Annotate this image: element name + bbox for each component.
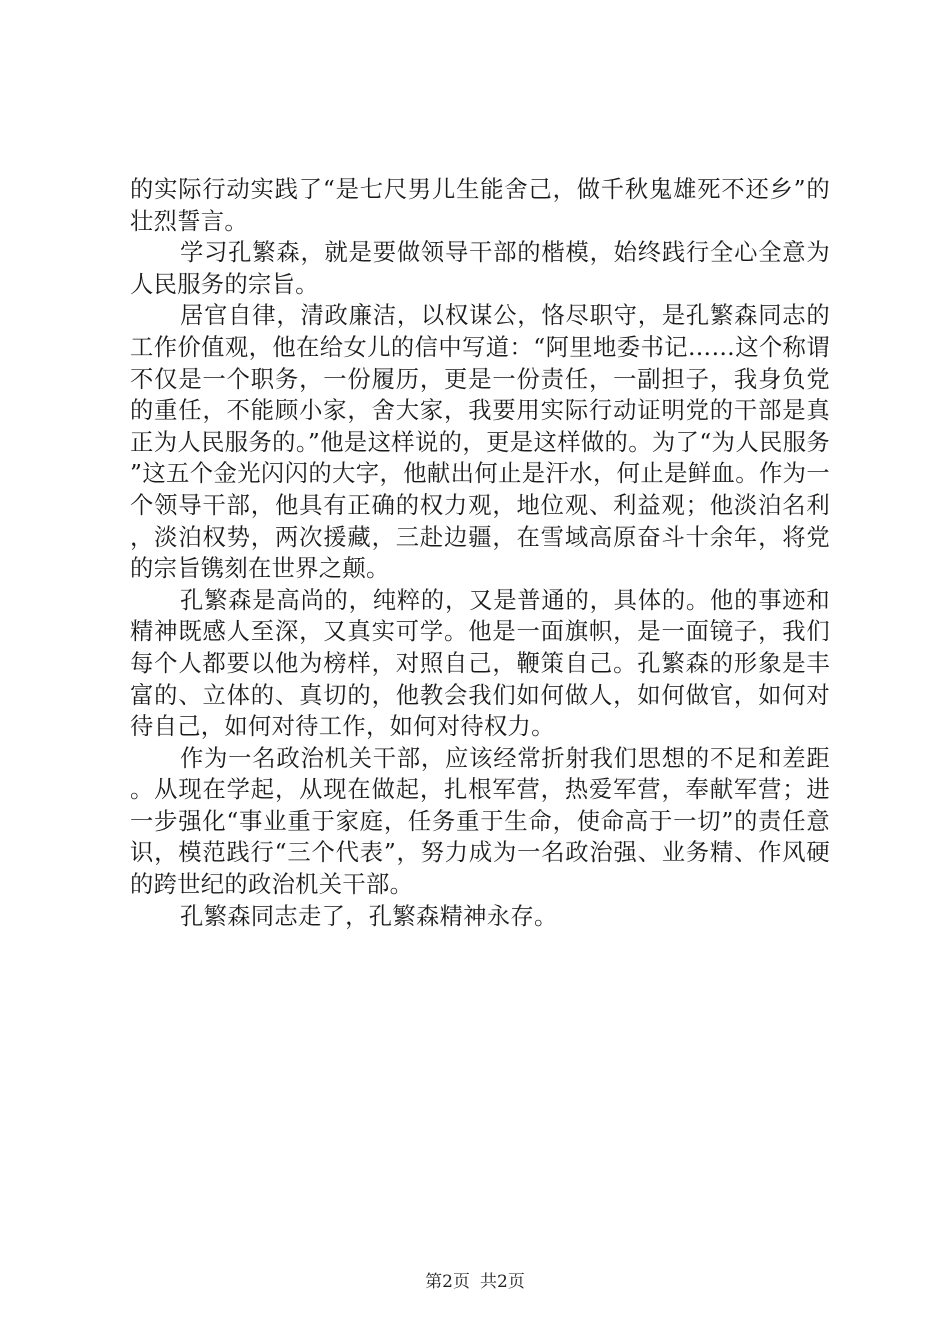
- page-total: 共2页: [480, 1272, 525, 1292]
- page-number: 第2页: [425, 1272, 470, 1292]
- paragraph-1: 的实际行动实践了“是七尺男儿生能舍己，做千秋鬼雄死不还乡”的壮烈誓言。: [130, 176, 830, 235]
- paragraph-5: 作为一名政治机关干部，应该经常折射我们思想的不足和差距。从现在学起，从现在做起，扎根军营，热爱军营，奉献军营；进一步强化“事业重于家庭，任务重于生命，使命高于一切”的责任意识，模范践行“三个代表”，努力成为一名政治强、业务精、作风硬的跨世纪的政治机关干部。: [130, 744, 830, 899]
- paragraph-6: 孔繁森同志走了，孔繁森精神永存。: [180, 902, 558, 930]
- paragraph-4: 孔繁森是高尚的，纯粹的，又是普通的，具体的。他的事迹和精神既感人至深，又真实可学。他是一面旗帜，是一面镜子，我们每个人都要以他为榜样，对照自己，鞭策自己。孔繁森的形象是丰富的、立体的、真切的，他教会我们如何做人，如何做官，如何对待自己，如何对待工作，如何对待权力。: [130, 586, 830, 741]
- paragraph-2: 学习孔繁森，就是要做领导干部的楷模，始终践行全心全意为人民服务的宗旨。: [130, 239, 830, 298]
- paragraph-3: 居官自律，清政廉洁，以权谋公，恪尽职守，是孔繁森同志的工作价值观，他在给女儿的信中写道：“阿里地委书记……这个称谓不仅是一个职务，一份履历，更是一份责任，一副担子，我身负党的重任，不能顾小家，舍大家，我要用实际行动证明党的干部是真正为人民服务的。”他是这样说的，更是这样做的。为了“为人民服务”这五个金光闪闪的大字，他献出何止是汗水，何止是鲜血。作为一个领导干部，他具有正确的权力观，地位观、利益观；他淡泊名利，淡泊权势，两次援藏，三赴边疆，在雪域高原奋斗十余年，将党的宗旨镌刻在世界之颠。: [130, 302, 830, 583]
- document-body: [130, 174, 830, 932]
- page-footer: [0, 1271, 950, 1293]
